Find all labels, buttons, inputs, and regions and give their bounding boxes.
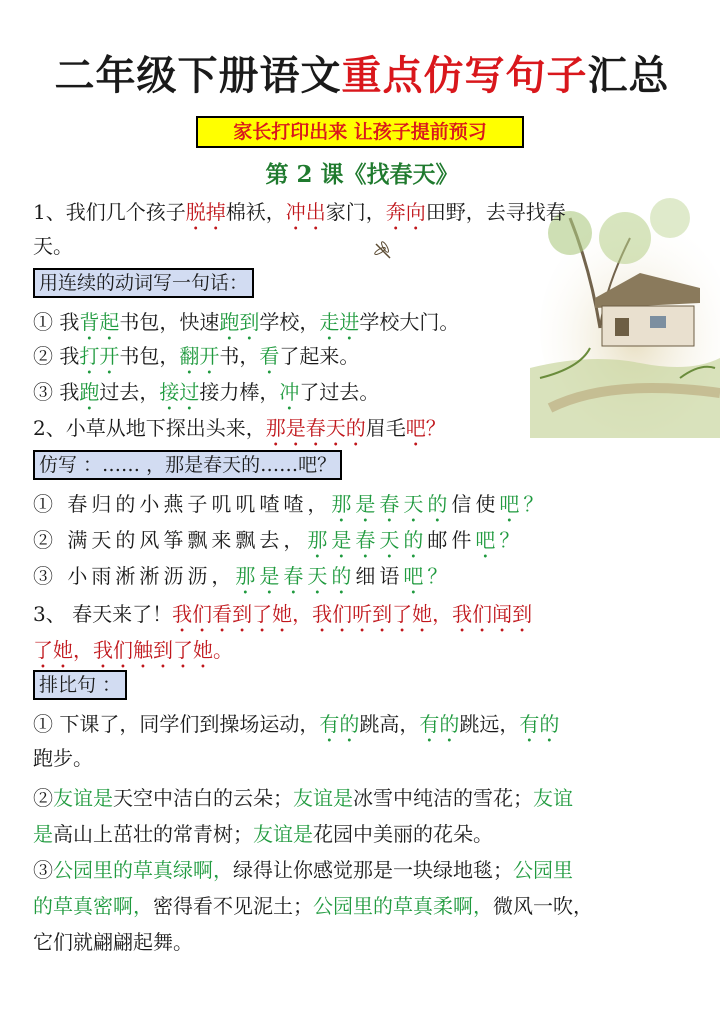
verb: 跑到 [219, 310, 260, 334]
text: ③ 小雨淅淅沥沥， [33, 564, 236, 588]
text: 棉袄， [225, 200, 286, 224]
sentence-1-line-2: 天。 [33, 234, 73, 258]
title-part-3: 汇总 [587, 53, 670, 99]
highlight: 友谊 [533, 786, 573, 810]
verb: 奔向 [385, 200, 426, 224]
text: 密得看不见泥土； [153, 894, 313, 918]
text: 天空中洁白的云朵； [113, 786, 293, 810]
verb: 背起 [79, 310, 120, 334]
text: 了起来。 [279, 344, 360, 368]
highlight: 那是春天的 [331, 492, 452, 516]
highlight: 公园里 [513, 858, 573, 882]
highlight: 吧？ [405, 416, 446, 440]
imitation-1 [33, 488, 547, 527]
highlight: 我们看到了她，我们听到了她，我们闻到 [172, 602, 533, 626]
highlight: 了她，我们触到了她。 [33, 638, 233, 662]
highlight: 那是春天的 [235, 564, 356, 588]
page-title [0, 44, 724, 101]
highlight: 是 [33, 822, 53, 846]
text: ① 下课了，同学们到操场运动， [33, 712, 320, 736]
sentence-3-line-1 [33, 598, 532, 637]
text: 2、小草从地下探出头来， [33, 416, 266, 440]
text: 绿得让你感觉那是一块绿地毯； [233, 858, 513, 882]
verb: 看 [259, 344, 280, 368]
subtitle-banner: 家长打印出来 让孩子提前预习 [196, 116, 524, 148]
verb: 翻开 [179, 344, 220, 368]
text: 接力棒， [199, 380, 280, 404]
text: 书， [219, 344, 260, 368]
highlight: 友谊是 [253, 822, 313, 846]
parallel-3-line-2 [33, 890, 593, 922]
text: ② 满天的风筝飘来飘去， [33, 528, 308, 552]
highlight: 有的 [419, 712, 460, 736]
text: 冰雪中纯洁的雪花； [353, 786, 533, 810]
verb: 冲出 [285, 200, 326, 224]
highlight: 有的 [319, 712, 360, 736]
highlight: 友谊是 [53, 786, 113, 810]
text: 3、 春天来了！ [33, 602, 173, 626]
highlight: 公园里的草真绿啊， [53, 858, 233, 882]
highlight: 吧？ [475, 528, 524, 552]
example-2 [33, 340, 359, 379]
parallel-2-line-1 [33, 782, 573, 814]
imitation-2 [33, 524, 523, 563]
highlight: 有的 [519, 712, 560, 736]
verb: 打开 [79, 344, 120, 368]
text: 学校大门。 [359, 310, 460, 334]
text: 眉毛 [365, 416, 406, 440]
section-label-imitation: 仿写 ：…… ，那是春天的……吧？ [33, 450, 342, 480]
sentence-1-line-1 [33, 196, 566, 235]
text: 跳远， [459, 712, 520, 736]
text: ① 我 [33, 310, 80, 334]
text: 书包， [119, 344, 180, 368]
parallel-3-line-1 [33, 854, 573, 886]
section-label-consecutive-verbs: 用连续的动词写一句话： [33, 268, 254, 298]
text: 过去， [99, 380, 160, 404]
verb: 走进 [319, 310, 360, 334]
highlight: 友谊是 [293, 786, 353, 810]
imitation-3 [33, 560, 451, 599]
sentence-3-line-2 [33, 634, 233, 673]
highlight: 吧？ [499, 492, 548, 516]
text: ③ 我 [33, 380, 80, 404]
text: 邮件 [427, 528, 476, 552]
parallel-1-line-1 [33, 708, 559, 747]
text: 花园中美丽的花朵。 [313, 822, 493, 846]
text: 信使 [451, 492, 500, 516]
text: 跳高， [359, 712, 420, 736]
highlight: 那是春天的 [265, 416, 366, 440]
verb: 跑 [79, 380, 100, 404]
text: 微风一吹， [493, 894, 593, 918]
verb: 接过 [159, 380, 200, 404]
title-part-2: 重点仿写句子 [341, 53, 588, 99]
text: 细语 [355, 564, 404, 588]
text: 学校， [259, 310, 320, 334]
sentence-2 [33, 412, 446, 451]
text: 了过去。 [299, 380, 380, 404]
text: 书包，快速 [119, 310, 220, 334]
parallel-1-line-2: 跑步。 [33, 746, 93, 770]
verb: 冲 [279, 380, 300, 404]
text: ② [33, 786, 53, 810]
text: 田野，去寻找春 [425, 200, 566, 224]
verb: 脱掉 [185, 200, 226, 224]
dragonfly-icon [372, 240, 394, 262]
highlight: 那是春天的 [307, 528, 428, 552]
highlight: 公园里的草真柔啊， [313, 894, 493, 918]
title-part-1: 二年级下册语文 [54, 53, 342, 99]
text: ③ [33, 858, 53, 882]
text: ② 我 [33, 344, 80, 368]
example-3 [33, 376, 379, 415]
parallel-3-line-3: 它们就翩翩起舞。 [33, 930, 193, 954]
parallel-2-line-2 [33, 818, 493, 850]
text: 高山上茁壮的常青树； [53, 822, 253, 846]
highlight: 吧？ [403, 564, 452, 588]
text: 家门， [325, 200, 386, 224]
section-label-parallelism: 排比句 ： [33, 670, 127, 700]
text: ① 春归的小燕子叽叽喳喳， [33, 492, 332, 516]
lesson-heading: 第 2 课《找春天》 [265, 161, 459, 188]
highlight: 的草真密啊， [33, 894, 153, 918]
text: 1、我们几个孩子 [33, 200, 186, 224]
